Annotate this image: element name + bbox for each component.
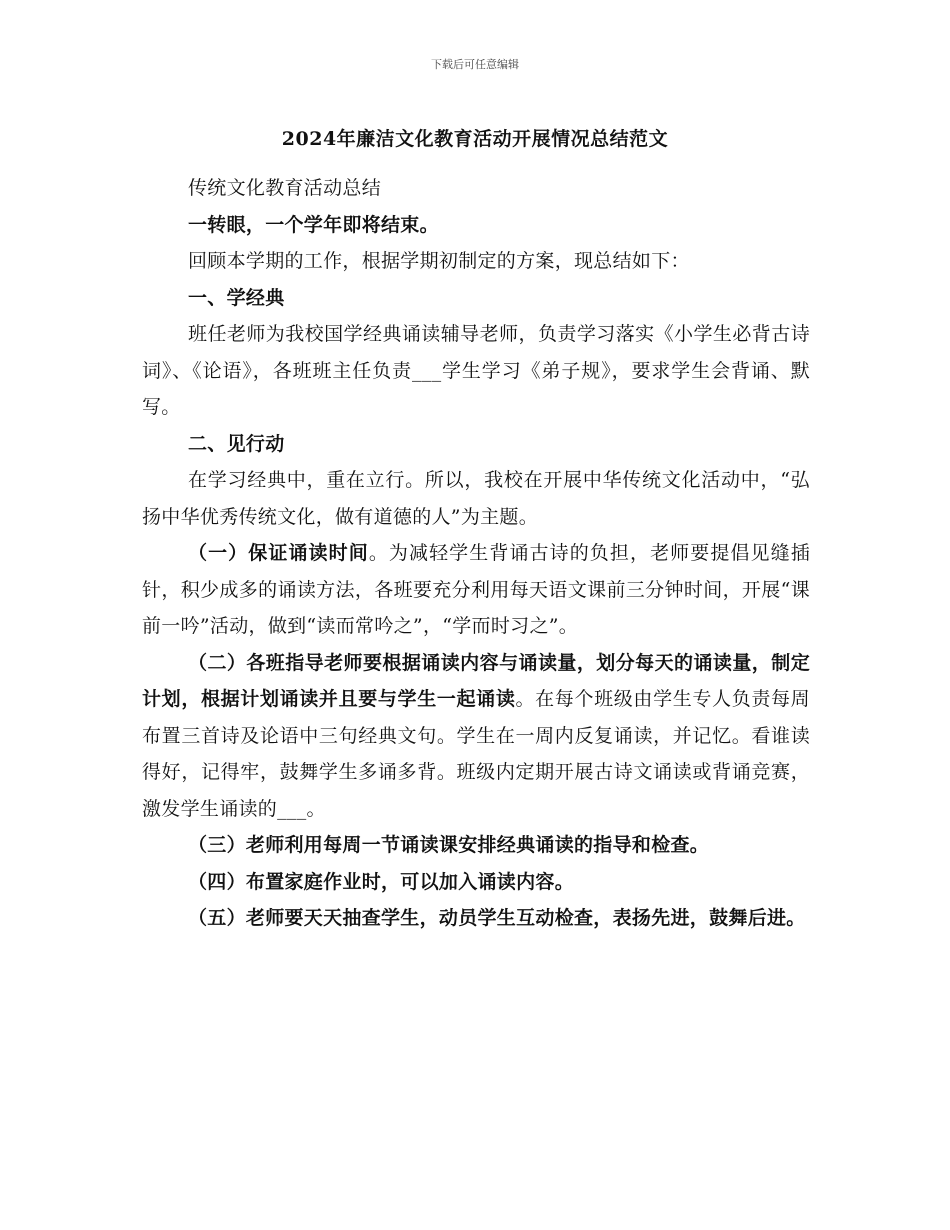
item-1-heading: （一）保证诵读时间 [188, 542, 369, 564]
item-2-heading: （二）各班指导老师要根据诵读内容与诵读量，划分每天的诵读量，制定计划，根据计划诵读并且要与学生一起诵读 [142, 651, 810, 710]
paragraph-item-1 [142, 535, 810, 645]
paragraph-review: 回顾本学期的工作，根据学期初制定的方案，现总结如下： [188, 250, 690, 272]
item-2-text: 。在每个班级由学生专人负责每周布置三首诗及论语中三句经典文句。学生在一周内反复诵读，并记忆。看谁读得好，记得牢，鼓舞学生多诵多背。班级内定期开展古诗文诵读或背诵竞赛，激发学生诵读的___。 [142, 688, 810, 820]
section-heading-2: 二、见行动 [188, 432, 285, 455]
document-title: 2024年廉洁文化教育活动开展情况总结范文 [281, 128, 669, 150]
section-heading-1: 一、学经典 [188, 286, 285, 309]
item-1-text: 。为减轻学生背诵古诗的负担，老师要提倡见缝插针，积少成多的诵读方法，各班要充分利用每天语文课前三分钟时间，开展“课前一吟”活动，做到“读而常吟之”，“学而时习之”。 [142, 542, 810, 637]
header-note: 下载后可任意编辑 [431, 58, 519, 71]
paragraph-item-2 [142, 645, 810, 828]
paragraph-item-3: （三）老师利用每周一节诵读课安排经典诵读的指导和检查。 [188, 834, 710, 856]
paragraph-action: 在学习经典中，重在立行。所以，我校在开展中华传统文化活动中，“弘扬中华优秀传统文化，做有道德的人”为主题。 [142, 469, 810, 528]
paragraph-subtitle: 传统文化教育活动总结 [188, 177, 382, 199]
paragraph-item-5: （五）老师要天天抽查学生，动员学生互动检查，表扬先进，鼓舞后进。 [188, 907, 806, 929]
paragraph-classics: 班任老师为我校国学经典诵读辅导老师，负责学习落实《小学生必背古诗词》、《论语》，各班班主任负责___学生学习《弟子规》，要求学生会背诵、默写。 [142, 323, 810, 418]
document-body [142, 170, 810, 937]
paragraph-item-4: （四）布置家庭作业时，可以加入诵读内容。 [188, 870, 575, 893]
paragraph-intro: 一转眼，一个学年即将结束。 [188, 213, 439, 236]
